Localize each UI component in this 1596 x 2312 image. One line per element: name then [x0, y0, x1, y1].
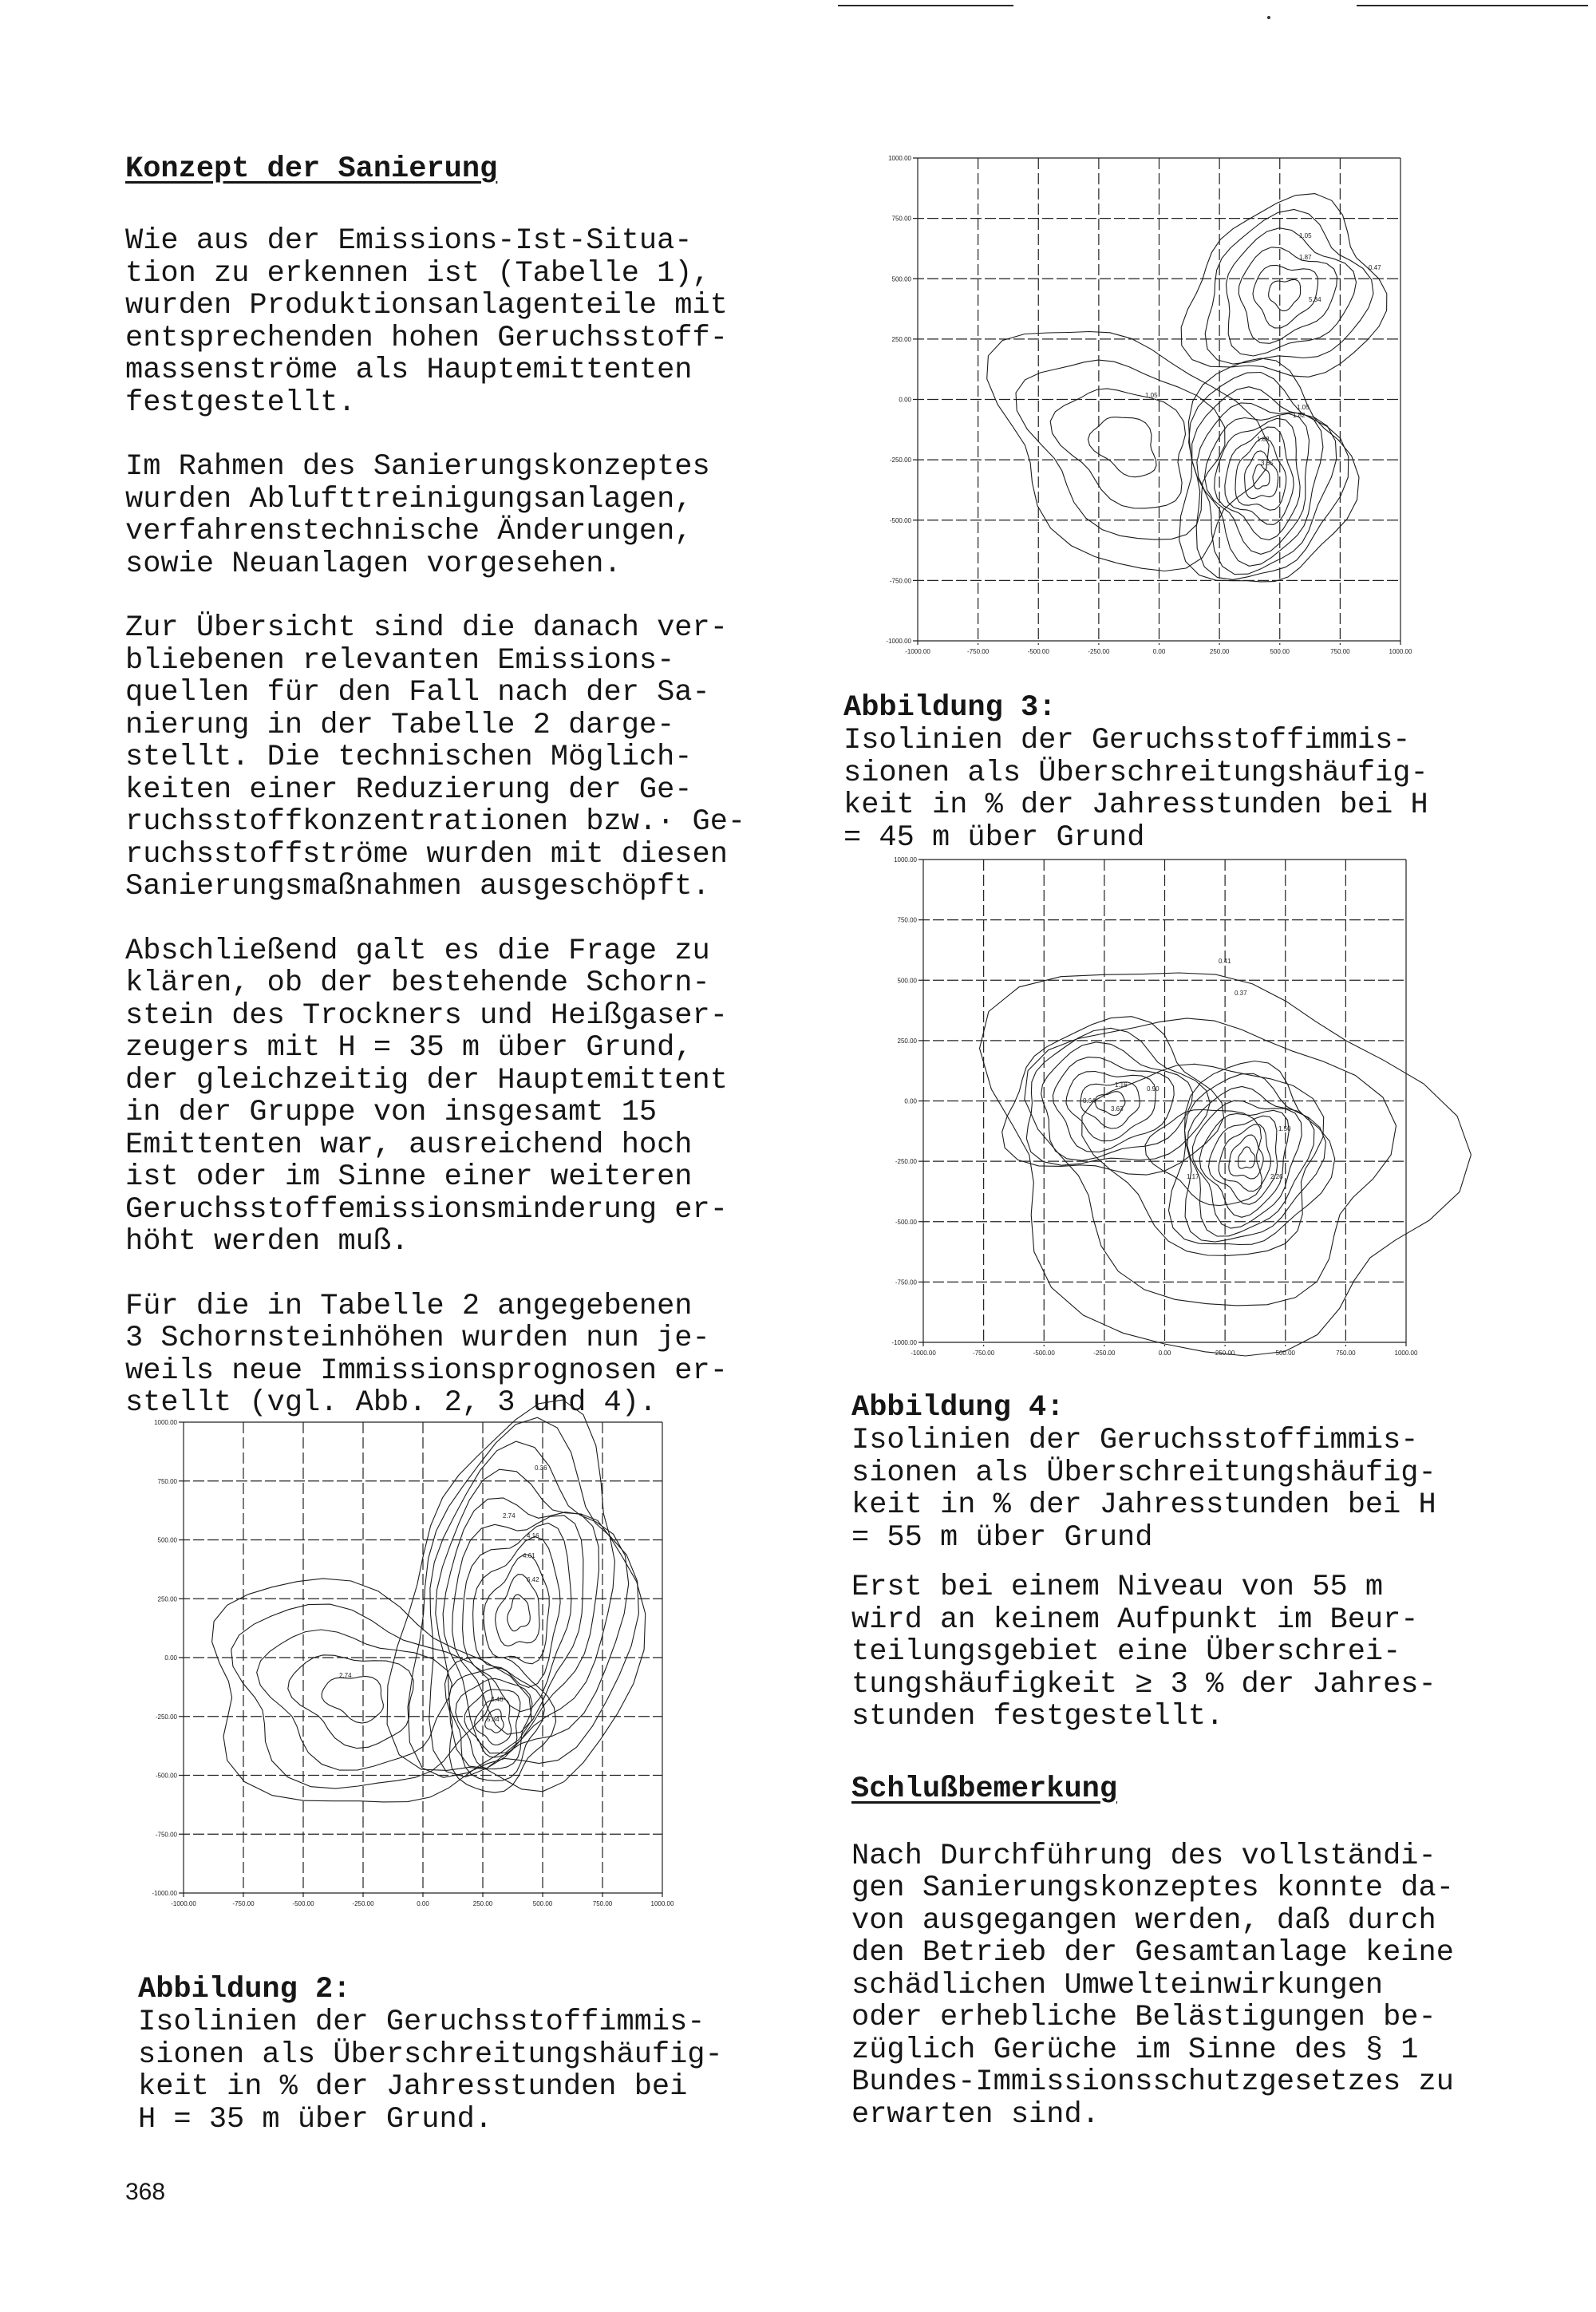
fig3-xtick-label: -750.00	[967, 648, 990, 655]
fig2-contour-line	[231, 1604, 493, 1788]
figure-4-contour-plot	[883, 858, 1430, 1368]
section-heading-konzept: Konzept der Sanierung	[125, 152, 498, 186]
fig2-svg	[144, 1421, 686, 1919]
scan-speck	[1267, 16, 1270, 19]
figure-3-contour-plot	[878, 156, 1424, 666]
fig3-contour-line	[1235, 438, 1286, 510]
fig2-xtick-label: 0.00	[417, 1900, 429, 1907]
fig4-contour-label: 1.16	[1115, 1081, 1128, 1089]
fig3-xtick-label: -250.00	[1088, 648, 1110, 655]
fig2-ytick-label: 250.00	[157, 1595, 177, 1603]
figure-4-title: Abbildung 4:	[851, 1391, 1065, 1425]
fig4-contour-label: 0.90	[1147, 1085, 1159, 1093]
fig2-contour-line	[288, 1655, 413, 1749]
fig2-contour-line	[508, 1595, 531, 1631]
fig2-xtick-label: 500.00	[532, 1900, 553, 1907]
page-number: 368	[125, 2179, 166, 2205]
paragraph-5: Für die in Tabelle 2 angegebenen 3 Schornsteinhöhen wurden nun je- weils neue Immissionsprognosen er- stellt (vgl. Abb. 2, 3 und 4).	[125, 1289, 728, 1420]
fig2-contour-label: 2.74	[339, 1672, 352, 1679]
fig3-ytick-label: -250.00	[889, 456, 911, 464]
fig2-xtick-label: 250.00	[472, 1900, 493, 1907]
fig3-contour-label: 1.82	[1257, 436, 1270, 443]
fig2-xtick-label: -750.00	[232, 1900, 255, 1907]
section-heading-schlussbemerkung: Schlußbemerkung	[851, 1772, 1118, 1806]
paragraph-threshold-55m: Erst bei einem Niveau von 55 m wird an keinem Aufpunkt im Beur- teilungsgebiet eine Überschrei- tungshäufigkeit ≥ 3 % der Jahres- stunden festgestellt.	[851, 1571, 1436, 1733]
fig2-ytick-label: 0.00	[164, 1654, 177, 1662]
fig4-contour-label: 0.37	[1235, 990, 1247, 997]
figure-3-title: Abbildung 3:	[843, 691, 1057, 725]
fig3-xtick-label: -500.00	[1027, 648, 1049, 655]
fig4-contour-label: 3.63	[1111, 1105, 1124, 1113]
fig3-svg	[878, 156, 1424, 666]
paragraph-1: Wie aus der Emissions-Ist-Situa- tion zu erkennen ist (Tabelle 1), wurden Produktionsanlagenteile mit entsprechenden hohen Geruchsstoff- massenströme als Hauptemittenten festgestellt.	[125, 224, 728, 420]
fig3-ytick-label: -1000.00	[886, 638, 911, 645]
fig2-xtick-label: -250.00	[352, 1900, 374, 1907]
fig2-contour-label: 3.48	[491, 1696, 504, 1703]
paragraph-4: Abschließend galt es die Frage zu klären, ob der bestehende Schorn- stein des Trockners und Heißgaser- zeugers mit H = 35 m über Grund, der gleichzeitig der Hauptemittent in der Gruppe von insgesamt 15 Emittenten war, ausreichend hoch ist oder im Sinne einer weiteren Geruchsstoffemissionsminderung er- höht werden muß.	[125, 934, 728, 1259]
paragraph-3: Zur Übersicht sind die danach ver- bliebenen relevanten Emissions- quellen für den Fall nach der Sa- nierung in der Tabelle 2 darge- stellt. Die technischen Möglich- keiten einer Reduzierung der Ge- ruchsstoffkonzentrationen bzw.· Ge- ruchsstoffströme wurden mit diesen Sanierungsmaßnahmen ausgeschöpft.	[125, 611, 746, 903]
fig3-contour-line	[1050, 389, 1185, 508]
fig3-contour-label: 1.05	[1297, 404, 1310, 411]
fig4-xtick-label: 750.00	[1336, 1350, 1356, 1357]
fig4-xtick-label: -500.00	[1033, 1350, 1055, 1357]
fig3-ytick-label: -750.00	[889, 577, 911, 585]
fig2-xtick-label: -500.00	[292, 1900, 314, 1907]
fig3-ytick-label: 250.00	[891, 335, 911, 343]
fig2-contour-label: 2.74	[503, 1512, 516, 1520]
top-rule-right	[1357, 5, 1588, 6]
top-rule-left	[838, 5, 1013, 6]
fig2-contour-line	[452, 1516, 583, 1734]
fig4-xtick-label: -250.00	[1093, 1350, 1116, 1357]
fig4-contour-label: 1.50	[1278, 1125, 1291, 1132]
fig2-contour-line	[408, 1417, 638, 1777]
fig2-ytick-label: -1000.00	[152, 1890, 177, 1897]
fig2-contour-label: 0.36	[535, 1464, 547, 1472]
fig4-contour-line	[1209, 1116, 1278, 1204]
fig4-contour-line	[1229, 1135, 1263, 1179]
fig2-xtick-label: 750.00	[592, 1900, 613, 1907]
fig4-xtick-label: 250.00	[1215, 1350, 1235, 1357]
fig2-ytick-label: 750.00	[157, 1477, 177, 1485]
fig4-contour-label: 1.17	[1187, 1173, 1199, 1180]
fig3-contour-line	[1227, 228, 1357, 356]
figure-2-title: Abbildung 2:	[138, 1973, 351, 2006]
fig2-xtick-label: -1000.00	[171, 1900, 196, 1907]
fig4-svg	[883, 858, 1430, 1368]
figure-4-caption: Abbildung 4: Isolinien der Geruchsstoffimmis- sionen als Überschreitungshäufig- keit in % der Jahresstunden bei H = 55 m über Grund Erst bei einem Niveau von 55 m wird an keinem Aufpunkt im Beur- teilungsgebiet eine Überschrei- tungshäufigkeit ≥ 3 % der Jahres- stunden festgestellt. Schlußbemerkung Nach Durchführung des vollständi- gen Sanierungskonzeptes konnte da- von ausgegangen werden, daß durch den Betrieb der Gesamtanlage keine schädlichen Umwelteinwirkungen oder erhebliche Belästigungen be- züglich Gerüche im Sinne des § 1 Bundes-Immissionsschutzgesetzes zu erwarten sind.	[851, 1393, 1570, 2131]
fig4-ytick-label: -500.00	[895, 1218, 917, 1226]
fig4-contour-line	[1082, 1064, 1324, 1255]
fig2-contour-line	[456, 1678, 532, 1769]
fig4-ytick-label: 0.00	[904, 1097, 917, 1105]
fig3-xtick-label: 750.00	[1330, 648, 1350, 655]
fig2-xtick-label: 1000.00	[650, 1900, 674, 1907]
fig3-xtick-label: 250.00	[1209, 648, 1230, 655]
fig4-ytick-label: 1000.00	[894, 856, 917, 864]
fig3-contour-line	[1189, 373, 1349, 580]
fig3-contour-label: 3.65	[1261, 460, 1274, 467]
fig4-xtick-label: 500.00	[1275, 1350, 1295, 1357]
fig2-contour-line	[496, 1575, 539, 1646]
paragraph-2: Im Rahmen des Sanierungskonzeptes wurden Ablufttreinigungsanlagen, verfahrenstechnische Änderungen, sowie Neuanlagen vorgesehen.	[125, 450, 710, 581]
fig4-ytick-label: -1000.00	[891, 1339, 917, 1346]
fig3-xtick-label: 1000.00	[1389, 648, 1412, 655]
fig3-ytick-label: 1000.00	[888, 155, 911, 162]
fig3-xtick-label: -1000.00	[905, 648, 930, 655]
fig3-ytick-label: 500.00	[891, 275, 911, 283]
fig3-xtick-label: 500.00	[1270, 648, 1290, 655]
fig3-contour-line	[1253, 464, 1270, 489]
fig2-ytick-label: -500.00	[155, 1772, 177, 1780]
fig4-contour-label: 2.26	[1270, 1173, 1283, 1180]
fig3-contour-line	[1269, 279, 1301, 310]
fig4-contour-label: 0.41	[1219, 958, 1231, 965]
fig4-ytick-label: 250.00	[897, 1037, 917, 1045]
fig4-contour-line	[1025, 1018, 1396, 1306]
fig4-xtick-label: -1000.00	[911, 1350, 936, 1357]
fig4-ytick-label: 750.00	[897, 916, 917, 924]
fig2-ytick-label: -250.00	[155, 1713, 177, 1721]
figure-3-caption: Abbildung 3: Isolinien der Geruchsstoffimmis- sionen als Überschreitungshäufig- keit in % der Jahresstunden bei H = 45 m über Grund	[843, 693, 1562, 854]
figure-2-caption: Abbildung 2: Isolinien der Geruchsstoffimmis- sionen als Überschreitungshäufig- keit in % der Jahresstunden bei H = 35 m über Grund.	[138, 1974, 824, 2136]
fig2-contour-label: 6.42	[527, 1576, 539, 1583]
fig2-ytick-label: -750.00	[155, 1831, 177, 1839]
fig2-ytick-label: 1000.00	[154, 1419, 177, 1426]
fig3-contour-label: 0.47	[1369, 264, 1381, 271]
fig3-xtick-label: 0.00	[1152, 648, 1166, 655]
fig3-contour-label: 1.05	[1299, 232, 1312, 239]
fig2-contour-label: 5.34	[487, 1716, 500, 1723]
fig3-contour-label: 1.05	[1145, 392, 1158, 399]
fig2-contour-label: 4.16	[527, 1532, 539, 1539]
left-column	[125, 153, 812, 1420]
figure-2-contour-plot	[144, 1421, 686, 1919]
fig3-ytick-label: -500.00	[889, 516, 911, 524]
fig4-ytick-label: -250.00	[895, 1158, 917, 1166]
fig2-ytick-label: 500.00	[157, 1536, 177, 1544]
fig4-contour-line	[1238, 1147, 1255, 1168]
fig3-contour-label: 1.87	[1299, 254, 1312, 261]
fig3-ytick-label: 0.00	[899, 396, 911, 404]
fig3-contour-line	[1016, 360, 1225, 539]
fig3-ytick-label: 750.00	[891, 215, 911, 223]
fig4-xtick-label: -750.00	[973, 1350, 995, 1357]
fig3-contour-label: 1.82	[1293, 412, 1306, 419]
fig4-xtick-label: 0.00	[1158, 1350, 1171, 1357]
fig4-ytick-label: 500.00	[897, 977, 917, 985]
fig4-ytick-label: -750.00	[895, 1279, 917, 1286]
fig3-contour-label: 5.34	[1309, 296, 1321, 303]
fig4-contour-label: 0.64	[1083, 1097, 1096, 1105]
fig2-contour-line	[443, 1498, 598, 1753]
fig3-contour-line	[1179, 358, 1359, 582]
fig4-xtick-label: 1000.00	[1394, 1350, 1418, 1357]
paragraph-closing: Nach Durchführung des vollständi- gen Sanierungskonzeptes konnte da- von ausgegangen werden, daß durch den Betrieb der Gesamtanlage keine schädlichen Umwelteinwirkungen oder erhebliche Belästigungen be- züglich Gerüche im Sinne des § 1 Bundes-Immissionsschutzgesetzes zu erwarten sind.	[851, 1839, 1454, 2132]
fig2-contour-label: 4.61	[523, 1552, 535, 1559]
